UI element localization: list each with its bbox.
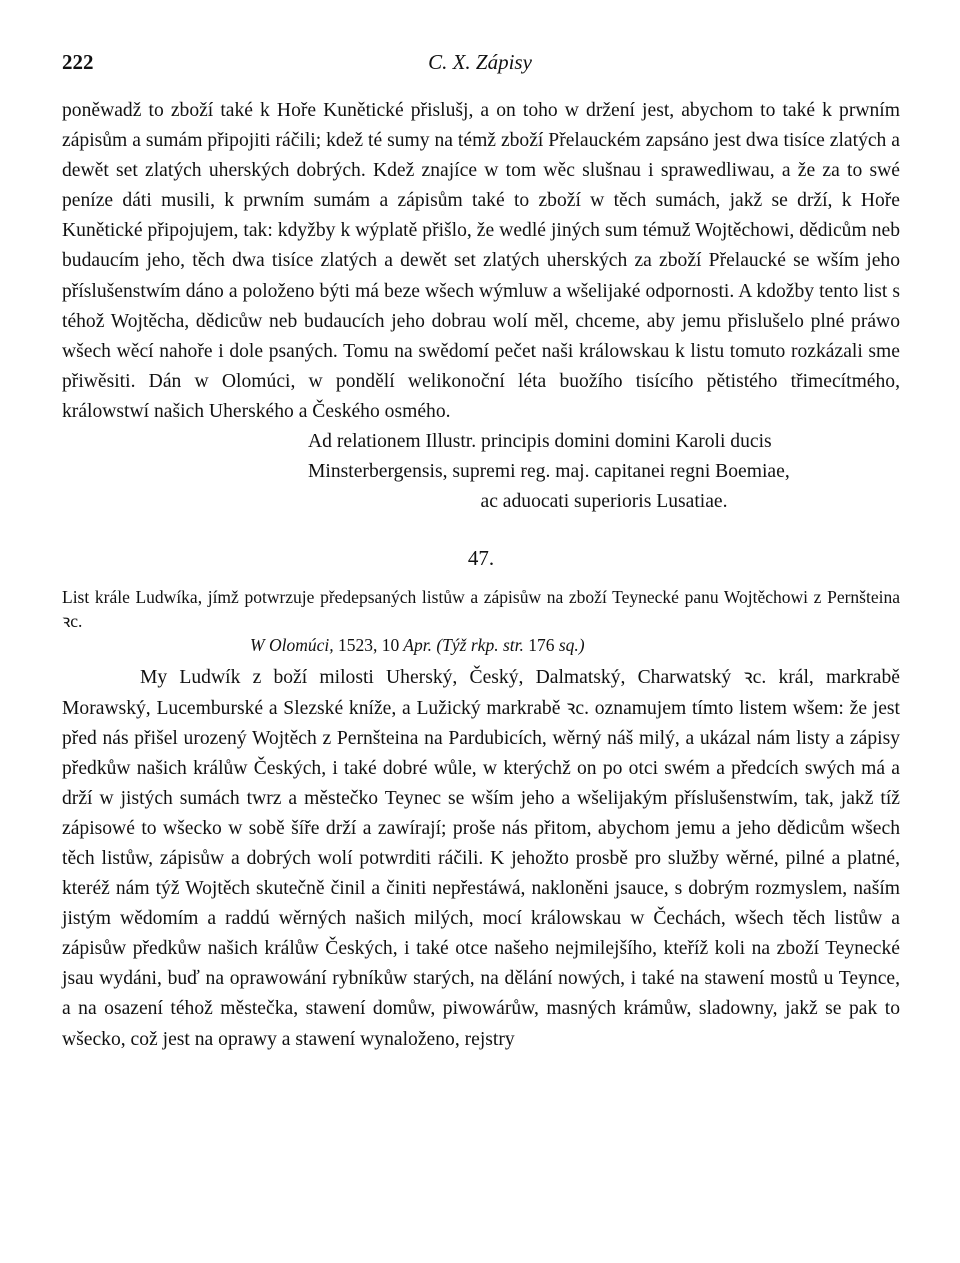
document-date-line bbox=[62, 633, 900, 657]
page-number: 222 bbox=[62, 50, 94, 74]
paragraph-continuation: poněwadž to zboží také k Hoře Kunětické přislušj, a on toho w držení jest, abychom to také k prwním zápisům a sumám připojiti ráčili; kdež té sumy na témž zboží Přelauckém zapsáno jest dwa tisíce zlatých a dewět set zlatých uherských dobrých. Kdež znajíce w tom wěc slušnau i sprawedliwau, a že za to swé peníze dáti musili, k prwním sumám a zápisům také to zboží w těch sumách, jakž se drží, k Hoře Kunětické připojujem, tak: kdyžby k wýplatě přišlo, že wedlé jiných sum témuž Wojtěchowi, dědicům neb budaucím jeho, těch dwa tisíce zlatých a dewět set zlatých uherských za zboží Přelaucké se wším jeho příslušenstwím dáno a položeno býti má beze wšech wýmluw a wšelijaké odpornosti. A kdožby tento list s téhož Wojtěcha, dědicůw neb budaucích jeho dobrau wolí měl, chceme, aby jemu přislušelo plné práwo wšech wěcí nahoře i dole psaných. Tomu na swědomí pečet naši králowskau k listu tomuto rozkázali sme přiwěsiti. Dán w Olomúci, w pondělí welikonoční léta buožího tisícího pětistého třimecítmého, králowstwí našich Uherského a Českého osmého. bbox=[62, 100, 900, 422]
page-body bbox=[62, 96, 900, 1055]
date-year-day: 1523, 10 bbox=[337, 635, 400, 656]
date-month: Apr. bbox=[403, 635, 432, 656]
attestation-line: Minsterbergensis, supremi reg. maj. capitanei regni Boemiae, bbox=[308, 461, 790, 483]
document-regest: List krále Ludwíka, jímž potwrzuje předepsaných listůw a zápisůw na zboží Teynecké panu Wojtěchowi z Pernšteina ꝛc. bbox=[62, 587, 900, 632]
source-reference-end: sq.) bbox=[558, 635, 585, 656]
source-pages: 176 bbox=[528, 635, 555, 656]
source-reference: (Týž rkp. str. bbox=[436, 635, 524, 656]
attestation-line: Ad relationem Illustr. principis domini domini Karoli ducis bbox=[308, 431, 772, 453]
running-title: C. X. Zápisy bbox=[428, 50, 532, 74]
running-head bbox=[62, 44, 898, 78]
date-place: W Olomúci, bbox=[250, 635, 334, 656]
document-text: My Ludwík z boží milosti Uherský, Český, Dalmatský, Charwatský ꝛc. král, markrabě Morawský, Lucemburské a Slezské kníže, a Lužický markrabě ꝛc. oznamujem tímto listem wšem: že jest před nás přišel urozený Wojtěch z Pernšteina na Pardubicích, wěrný náš milý, a ukázal nám listy a zápisy předkůw našich králůw Českých, i také dobré wůle, w kterýchž on po otci swém a předcích swých má a drží w jistých sumách twrz a městečko Teynec se wším jeho a wšelijakým příslušenstwím, tak, jakž tíž zápisowé to wšecko w sobě šíře drží a zawírají; proše nás přitom, abychom jemu a jeho dědicům wšech těch listůw, zápisůw a dobrých wolí potwrditi ráčili. K jehožto prosbě pro služby wěrné, pilné a platné, kteréž nám týž Wojtěch skutečně činil a činiti nepřestáwá, nakloněni jsauce, s dobrým rozmyslem, naším jistým wědomím a raddú wěrných našich milých, mocí králowskau w Čechách, wšech těch listůw a zápisůw předkůw našich králůw Českých, i také otce našeho nejmilejšího, kteříž koli na zboží Teynecké jsau wydáni, buď na oprawowání rybníkůw starých, na dělání nowých, i také na stawení mostů u Teynce, a na osazení téhož městečka, stawení domůw, piwowárůw, masných krámůw, sladowny, jakž se pak to wšecko, což jest na oprawy a stawení wynaloženo, rejstry bbox=[62, 667, 900, 1050]
document-number: 47. bbox=[467, 546, 495, 571]
attestation-line: ac aduocati superioris Lusatiae. bbox=[480, 491, 728, 513]
attestation-note bbox=[62, 427, 900, 517]
